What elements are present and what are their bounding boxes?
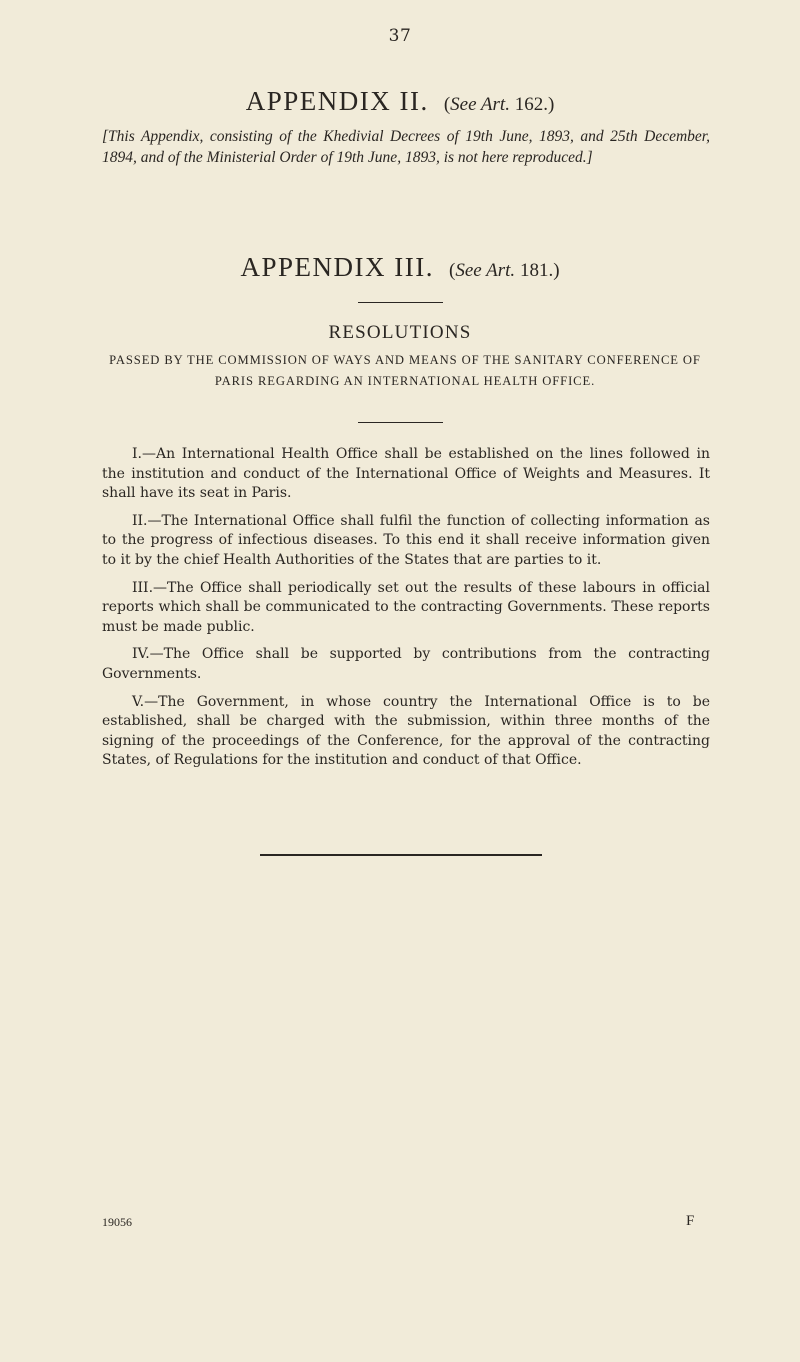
resolutions-body bbox=[102, 445, 710, 779]
resolution-paragraph: II.—The International Office shall fulfil the function of collecting information as to the progress of infectious diseases. To this end it shall receive information given to it by the chief Health Authorities of the States that are parties to it. bbox=[102, 512, 710, 568]
appendix-ii-heading bbox=[0, 86, 800, 117]
end-rule bbox=[260, 854, 542, 856]
appendix-iii-heading bbox=[0, 252, 800, 283]
resolution-paragraph: IV.—The Office shall be supported by contributions from the contracting Governments. bbox=[102, 646, 710, 682]
appendix-iii-reference: (See Art. 181.) bbox=[449, 260, 560, 281]
page-number: 37 bbox=[388, 26, 412, 46]
resolution-paragraph: V.—The Government, in whose country the International Office is to be established, shall be charged with the submission, within three months of the signing of the proceedings of the Conference, for the approval of the contracting States, of Regulations for the institution and conduct of that Office. bbox=[102, 693, 710, 769]
resolution-paragraph: III.—The Office shall periodically set out the results of these labours in official reports which shall be communicated to the contracting Governments. These reports must be made public. bbox=[102, 579, 710, 635]
appendix-iii-title: APPENDIX III. bbox=[240, 252, 434, 282]
appendix-ii-note: [This Appendix, consisting of the Khedivial Decrees of 19th June, 1893, and 25th December, 1894, and of the Ministerial Order of 19th June, 1893, is not here reproduced.] bbox=[102, 128, 710, 166]
resolutions-title: RESOLUTIONS bbox=[328, 322, 472, 343]
resolutions-subtitle: PASSED BY THE COMMISSION OF WAYS AND MEANS OF THE SANITARY CONFERENCE OF PARIS REGARDING AN INTERNATIONAL HEALTH OFFICE. bbox=[109, 353, 701, 388]
divider-rule-short bbox=[358, 422, 443, 423]
print-code: 19056 bbox=[102, 1215, 132, 1229]
signature-mark: F bbox=[686, 1213, 695, 1229]
appendix-ii-reference: (See Art. 162.) bbox=[443, 94, 555, 115]
resolution-paragraph: I.—An International Health Office shall be established on the lines followed in the institution and conduct of the International Office of Weights and Measures. It shall have its seat in Paris. bbox=[102, 446, 710, 502]
appendix-ii-title: APPENDIX II. bbox=[245, 86, 429, 116]
divider-rule bbox=[358, 302, 443, 303]
